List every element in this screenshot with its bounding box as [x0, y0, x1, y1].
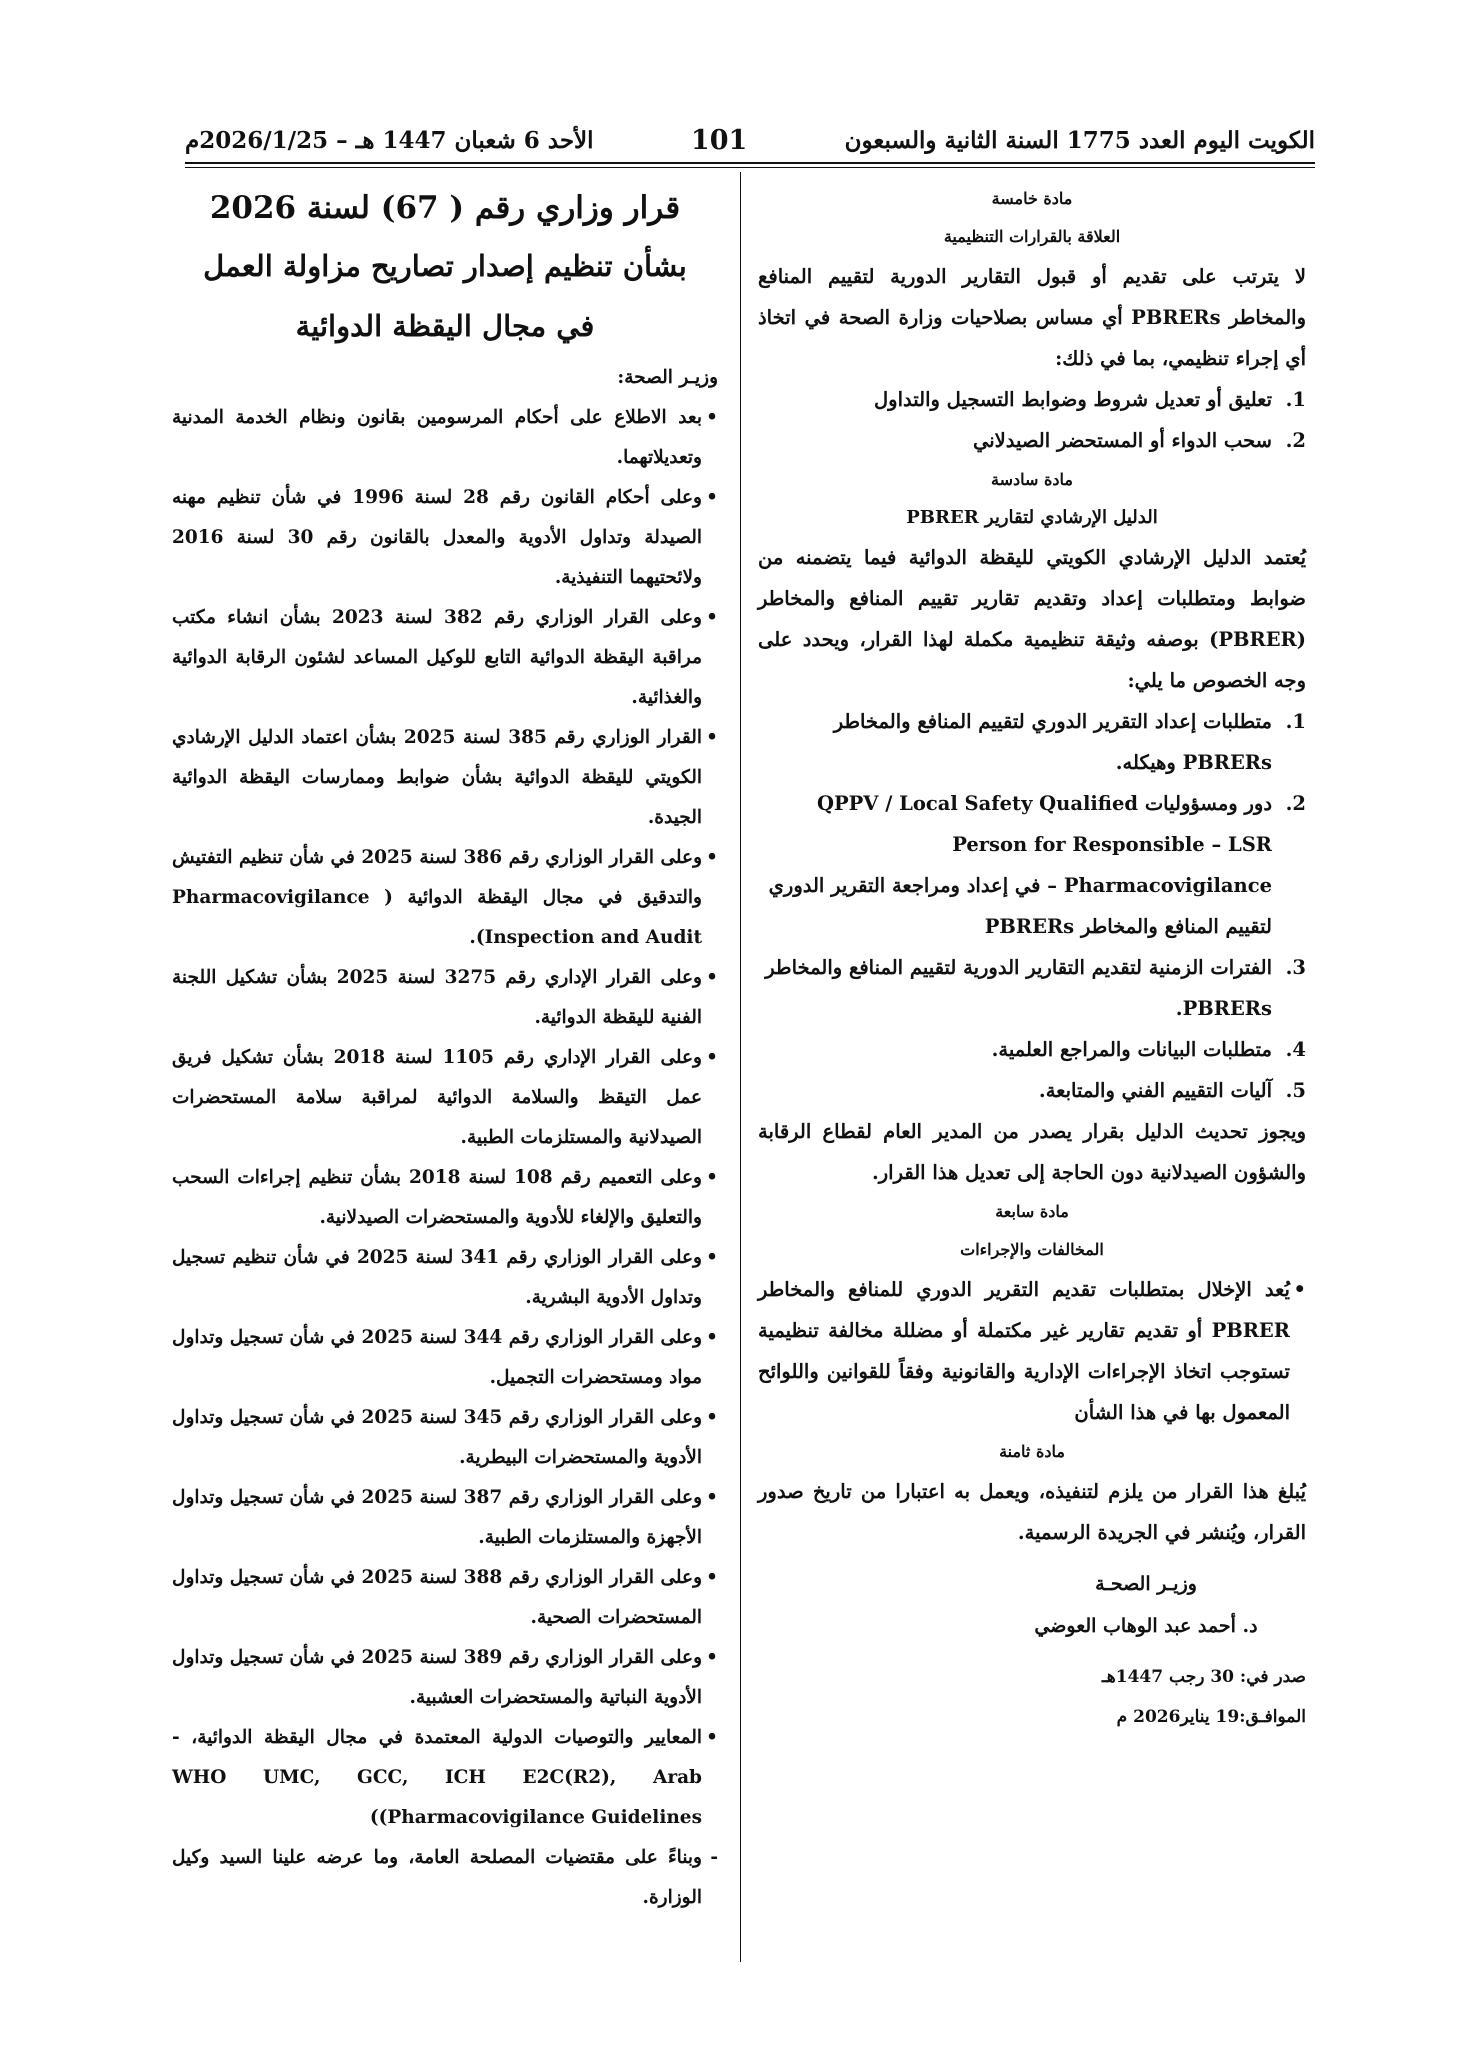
list-item: • يُعد الإخلال بمتطلبات تقديم التقرير الدوري للمنافع والمخاطر PBRER أو تقديم تقارير غير مكتملة أو مضللة مخالفة تنظيمية تستوجب اتخاذ الإجراءات الإدارية والقانونية وفقاً للقوانين واللوائح المعمول بها في هذا الشأن	[758, 1269, 1306, 1433]
list-item: 2. سحب الدواء أو المستحضر الصيدلاني	[972, 429, 1306, 452]
decree-title: قرار وزاري رقم ( 67) لسنة 2026	[209, 190, 681, 226]
page-number: 101	[690, 124, 748, 156]
decree-subtitle-1: بشأن تنظيم إصدار تصاريح مزاولة العمل	[203, 249, 687, 283]
article-6-title: مادة سادسة	[991, 470, 1073, 489]
list-item: 5. آليات التقييم الفني والمتابعة.	[1038, 1079, 1306, 1102]
signature-block	[986, 1563, 1306, 1647]
decree-subtitle-2: في مجال اليقظة الدوائية	[295, 309, 595, 343]
list-item: • وعلى القرار الإداري رقم 1105 لسنة 2018 بشأن تشكيل فريق عمل التيقظ والسلامة الدوائية لمراقبة سلامة المستحضرات الصيدلانية والمستلزمات الطبية.	[172, 1038, 718, 1158]
issue-date: الأحد 6 شعبان 1447 هـ – 2026/1/25م	[185, 126, 594, 154]
article-5-list	[758, 379, 1306, 461]
list-item: • وعلى القرار الوزاري رقم 386 لسنة 2025 في شأن تنظيم التفتيش والتدقيق في مجال اليقظة الدوائية ( Pharmacovigilance Inspection and Audit).	[172, 838, 718, 958]
list-item: • وعلى القرار الوزاري رقم 345 لسنة 2025 في شأن تسجيل وتداول الأدوية والمستحضرات البيطرية.	[172, 1398, 718, 1478]
list-item: • المعايير والتوصيات الدولية المعتمدة في مجال اليقظة الدوائية، -WHO UMC, GCC, ICH E2C(R2), Arab Pharmacovigilance Guidelines))	[172, 1718, 718, 1838]
list-item: • بعد الاطلاع على أحكام المرسومين بقانون ونظام الخدمة المدنية وتعديلاتهما.	[172, 398, 718, 478]
closing-line: - وبناءً على مقتضيات المصلحة العامة، وما عرضه علينا السيد وكيل الوزارة.	[172, 1838, 718, 1918]
article-5-subtitle: العلاقة بالقرارات التنظيمية	[943, 227, 1121, 246]
signature-name: د. أحمد عبد الوهاب العوضي	[1034, 1615, 1258, 1637]
list-item: • وعلى التعميم رقم 108 لسنة 2018 بشأن تنظيم إجراءات السحب والتعليق والإلغاء للأدوية والمستحضرات الصيدلانية.	[172, 1158, 718, 1238]
list-item: 2. دور ومسؤوليات QPPV / Local Safety Qualified Person for Responsible – LSR Pharmacovigilance – في إعداد ومراجعة التقرير الدوري لتقييم المنافع والمخاطر PBRERs	[768, 792, 1306, 938]
header-rule-thin	[185, 167, 1315, 168]
article-6-list	[758, 701, 1306, 1111]
list-item: • وعلى القرار الإداري رقم 3275 لسنة 2025 بشأن تشكيل اللجنة الفنية لليقظة الدوائية.	[172, 958, 718, 1038]
right-column	[758, 180, 1306, 1737]
article-8-title: مادة ثامنة	[999, 1442, 1065, 1461]
left-column	[172, 180, 718, 1918]
signature-title: وزيـر الصحـة	[1095, 1573, 1197, 1595]
list-item: • القرار الوزاري رقم 385 لسنة 2025 بشأن اعتماد الدليل الإرشادي الكويتي لليقظة الدوائية بشأن ضوابط وممارسات اليقظة الدوائية الجيدة.	[172, 718, 718, 838]
list-item: • وعلى القرار الوزاري رقم 389 لسنة 2025 في شأن تسجيل وتداول الأدوية النباتية والمستحضرات العشبية.	[172, 1638, 718, 1718]
header-rule-thick	[185, 162, 1315, 164]
column-divider	[740, 172, 741, 1962]
article-7-title: مادة سابعة	[995, 1202, 1069, 1221]
issue-info: الكويت اليوم العدد 1775 السنة الثانية والسبعون	[844, 126, 1315, 154]
article-6-text: يُعتمد الدليل الإرشادي الكويتي لليقظة الدوائية فيما يتضمنه من ضوابط ومتطلبات إعداد وتقديم تقارير تقييم المنافع والمخاطر (PBRER) بوصفه وثيقة تنظيمية مكملة لهذا القرار، ويحدد على وجه الخصوص ما يلي:	[758, 546, 1306, 692]
article-5-text: لا يترتب على تقديم أو قبول التقارير الدورية لتقييم المنافع والمخاطر PBRERs أي مساس بصلاحيات وزارة الصحة في اتخاذ أي إجراء تنظيمي، بما في ذلك:	[758, 265, 1306, 370]
article-6-tail: ويجوز تحديث الدليل بقرار يصدر من المدير العام لقطاع الرقابة والشؤون الصيدلانية دون الحاجة إلى تعديل هذا القرار.	[758, 1120, 1306, 1184]
corresponding-date: الموافـق:19 يناير2026 م	[1116, 1707, 1306, 1727]
article-7-subtitle: المخالفات والإجراءات	[960, 1240, 1104, 1259]
article-6-subtitle: الدليل الإرشادي لتقارير PBRER	[906, 507, 1158, 528]
minister-heading: وزيـر الصحة:	[617, 367, 718, 388]
list-item: • وعلى القرار الوزاري رقم 387 لسنة 2025 في شأن تسجيل وتداول الأجهزة والمستلزمات الطبية.	[172, 1478, 718, 1558]
list-item: 4. متطلبات البيانات والمراجع العلمية.	[991, 1038, 1306, 1061]
list-item: • وعلى القرار الوزاري رقم 388 لسنة 2025 في شأن تسجيل وتداول المستحضرات الصحية.	[172, 1558, 718, 1638]
list-item: 3. الفترات الزمنية لتقديم التقارير الدورية لتقييم المنافع والمخاطر PBRERs.	[765, 956, 1306, 1020]
issued-date: صدر في: 30 رجب 1447هـ	[1101, 1667, 1306, 1687]
list-item: • وعلى القرار الوزاري رقم 382 لسنة 2023 بشأن انشاء مكتب مراقبة اليقظة الدوائية التابع للوكيل المساعد لشئون الرقابة الدوائية والغذائية.	[172, 598, 718, 718]
list-item: 1. تعليق أو تعديل شروط وضوابط التسجيل والتداول	[874, 388, 1306, 411]
article-7-list	[758, 1269, 1306, 1433]
article-5-title: مادة خامسة	[991, 189, 1073, 208]
list-item: 1. متطلبات إعداد التقرير الدوري لتقييم المنافع والمخاطر PBRERs وهيكله.	[833, 710, 1306, 774]
list-item: • وعلى القرار الوزاري رقم 341 لسنة 2025 في شأن تنظيم تسجيل وتداول الأدوية البشرية.	[172, 1238, 718, 1318]
issue-info-block	[758, 1657, 1306, 1737]
preamble-list	[172, 398, 718, 1918]
list-item: • وعلى أحكام القانون رقم 28 لسنة 1996 في شأن تنظيم مهنه الصيدلة وتداول الأدوية والمعدل بالقانون رقم 30 لسنة 2016 ولائحتيهما التنفيذية.	[172, 478, 718, 598]
list-item: • وعلى القرار الوزاري رقم 344 لسنة 2025 في شأن تسجيل وتداول مواد ومستحضرات التجميل.	[172, 1318, 718, 1398]
article-8-text: يُبلغ هذا القرار من يلزم لتنفيذه، ويعمل به اعتبارا من تاريخ صدور القرار، ويُنشر في الجريدة الرسمية.	[758, 1480, 1306, 1544]
page-header	[185, 118, 1315, 162]
